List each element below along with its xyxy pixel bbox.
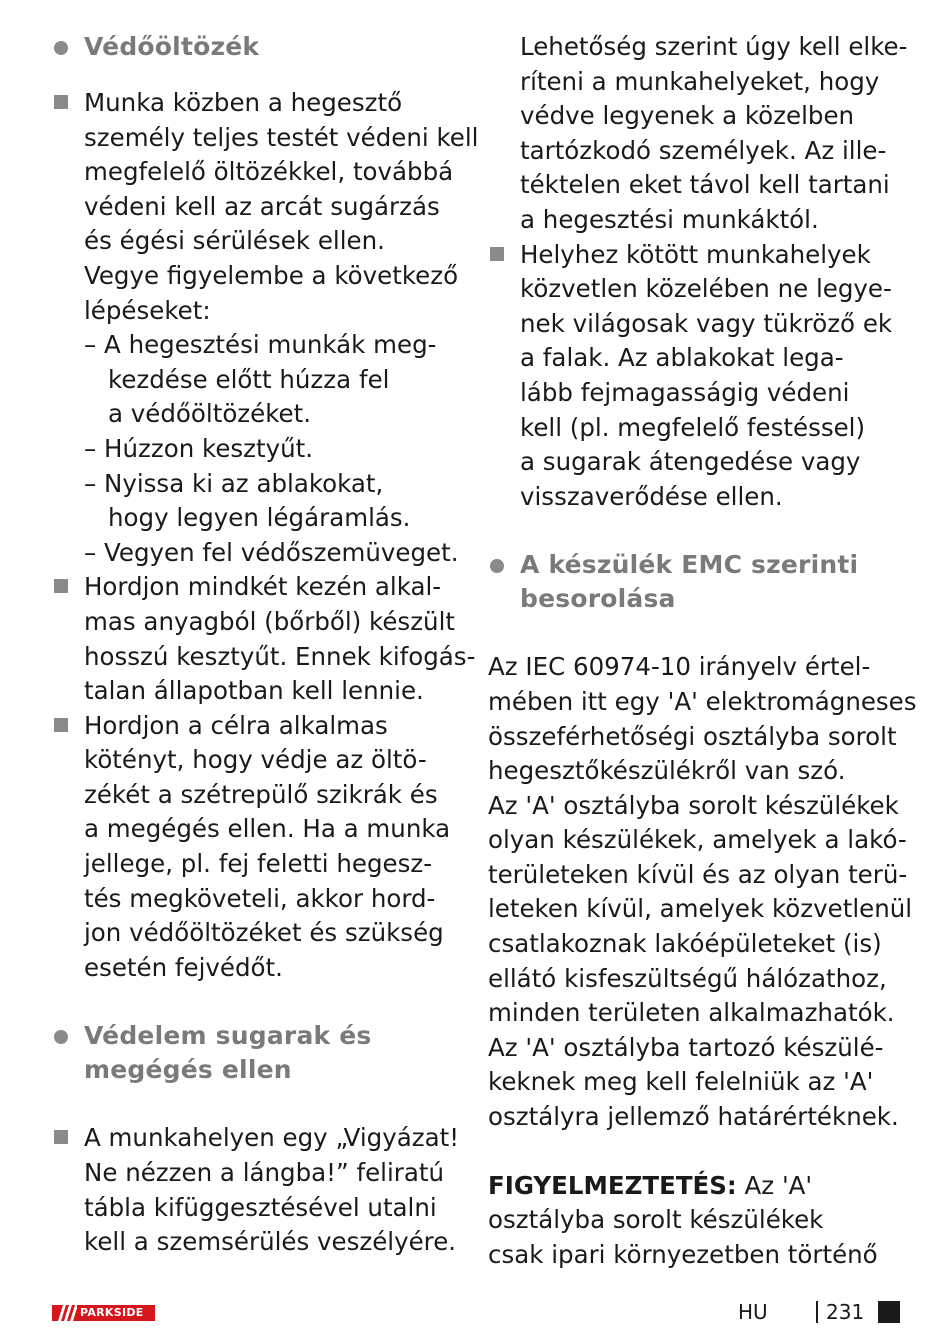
text-line: mas anyagból (bőrből) készült bbox=[84, 606, 455, 636]
bullet-square-icon bbox=[54, 95, 68, 109]
text-line: összeférhetőségi osztályba sorolt bbox=[488, 721, 897, 751]
text-line: esetén fejvédőt. bbox=[84, 952, 283, 982]
text-line: védve legyenek a közelben bbox=[520, 101, 855, 131]
text-line: téktelen eket távol kell tartani bbox=[520, 170, 890, 200]
text-line: lább fejmagasságig védeni bbox=[520, 377, 850, 407]
section-heading-radiation-protection bbox=[52, 1019, 472, 1087]
text-line: területeken kívül és az olyan terü- bbox=[488, 859, 908, 889]
heading-text: Védőöltözék bbox=[84, 32, 260, 61]
step-line: kezdése előtt húzza fel bbox=[108, 364, 390, 394]
heading-text: A készülék EMC szerinti bbox=[520, 550, 859, 580]
text-line: a falak. Az ablakokat lega- bbox=[520, 343, 844, 373]
page-marker-square bbox=[878, 1301, 900, 1323]
text-line: visszaverődése ellen. bbox=[520, 481, 783, 511]
warning-paragraph bbox=[488, 1169, 908, 1273]
text-line: osztályra jellemző határértéknek. bbox=[488, 1102, 899, 1132]
text-line: kell a szemsérülés veszélyére. bbox=[84, 1227, 457, 1257]
text-line: A munkahelyen egy „Vigyázat! bbox=[84, 1123, 460, 1153]
right-column bbox=[488, 30, 917, 1272]
heading-text: besorolása bbox=[520, 584, 676, 614]
brand-name: PARKSIDE bbox=[80, 1306, 144, 1319]
emc-paragraph bbox=[488, 650, 917, 1134]
text-line: védeni kell az arcát sugárzás bbox=[84, 191, 440, 221]
text-line: közvetlen közelében ne legye- bbox=[520, 274, 892, 304]
text-line: olyan készülékek, amelyek a lakó- bbox=[488, 825, 907, 855]
step-line: – Vegyen fel védőszemüveget. bbox=[84, 537, 459, 567]
text-line: Hordjon a célra alkalmas bbox=[84, 710, 388, 740]
text-line: jon védőöltözéket és szükség bbox=[84, 918, 444, 948]
list-item-body-protection bbox=[52, 86, 479, 328]
text-line: Vegye figyelembe a következő bbox=[84, 260, 459, 290]
bullet-square-icon bbox=[54, 718, 68, 732]
bullet-dot-icon bbox=[54, 41, 68, 55]
text-line: kell (pl. megfelelő festéssel) bbox=[520, 412, 866, 442]
section-heading-emc-classification bbox=[488, 548, 908, 616]
list-item-stationary-workplace bbox=[488, 238, 908, 515]
text-line: kötényt, hogy védje az öltö- bbox=[84, 745, 427, 775]
text-line: Lehetőség szerint úgy kell elke- bbox=[520, 32, 908, 61]
text-line: talan állapotban kell lennie. bbox=[84, 676, 424, 706]
step-line: – Nyissa ki az ablakokat, bbox=[84, 468, 384, 498]
text-line: Ne nézzen a lángba!” feliratú bbox=[84, 1158, 444, 1188]
text-line: Munka közben a hegesztő bbox=[84, 88, 403, 117]
footer-divider bbox=[816, 1301, 818, 1323]
text-line: Az IEC 60974-10 irányelv értel- bbox=[488, 652, 871, 682]
bullet-square-icon bbox=[490, 247, 504, 261]
text-line: a sugarak átengedése vagy bbox=[520, 447, 861, 477]
text-line: csatlakoznak lakóépületeket (is) bbox=[488, 929, 882, 959]
text-line: Az 'A' osztályba tartozó készülé- bbox=[488, 1032, 884, 1062]
text-line: Hordjon mindkét kezén alkal- bbox=[84, 572, 442, 602]
page-footer bbox=[0, 1298, 950, 1328]
text-line: leteken kívül, amelyek közvetlenül bbox=[488, 894, 913, 924]
logo-stripes-icon bbox=[55, 1305, 77, 1321]
parkside-logo bbox=[52, 1305, 155, 1321]
text-line: osztályba sorolt készülékek bbox=[488, 1205, 824, 1235]
text-line: ríteni a munkahelyeket, hogy bbox=[520, 66, 880, 96]
text-line: hosszú kesztyűt. Ennek kifogás- bbox=[84, 641, 476, 671]
text-line: hegesztőkészülékről van szó. bbox=[488, 756, 846, 786]
step-line: hogy legyen légáramlás. bbox=[108, 503, 411, 533]
text-line: tábla kifüggesztésével utalni bbox=[84, 1192, 437, 1222]
text-line: Helyhez kötött munkahelyek bbox=[520, 239, 871, 269]
text-line: csak ipari környezetben történő bbox=[488, 1239, 878, 1269]
list-item-warning-sign bbox=[52, 1121, 472, 1259]
text-line: Az 'A' bbox=[744, 1170, 813, 1200]
text-line: jellege, pl. fej feletti hegesz- bbox=[84, 849, 433, 879]
text-line: Az 'A' osztályba sorolt készülékek bbox=[488, 790, 899, 820]
text-line: tés megköveteli, akkor hord- bbox=[84, 883, 436, 913]
text-line: tartózkodó személyek. Az ille- bbox=[520, 135, 887, 165]
text-line: a hegesztési munkáktól. bbox=[520, 204, 819, 234]
heading-text: Védelem sugarak és bbox=[84, 1021, 372, 1051]
text-line: zékét a szétrepülő szikrák és bbox=[84, 779, 438, 809]
bullet-square-icon bbox=[54, 579, 68, 593]
step-line: – A hegesztési munkák meg- bbox=[84, 330, 437, 360]
heading-text: megégés ellen bbox=[84, 1055, 292, 1085]
text-line: nek világosak vagy tükröző ek bbox=[520, 308, 893, 338]
bullet-square-icon bbox=[54, 1130, 68, 1144]
section-heading-protective-clothing bbox=[52, 30, 472, 64]
continued-item-text bbox=[488, 30, 908, 238]
left-column bbox=[52, 30, 479, 1260]
text-line: és égési sérülések ellen. bbox=[84, 226, 385, 256]
text-line: minden területen alkalmazhatók. bbox=[488, 998, 895, 1028]
step-line: – Húzzon kesztyűt. bbox=[84, 433, 314, 463]
language-code: HU bbox=[738, 1300, 768, 1324]
warning-label: FIGYELMEZTETÉS: bbox=[488, 1170, 737, 1200]
text-line: megfelelő öltözékkel, továbbá bbox=[84, 157, 454, 187]
list-item-gloves bbox=[52, 570, 476, 708]
text-line: mében itt egy 'A' elektromágneses bbox=[488, 686, 917, 716]
step-list bbox=[52, 328, 472, 570]
text-line: a megégés ellen. Ha a munka bbox=[84, 814, 451, 844]
text-line: lépéseket: bbox=[84, 295, 211, 325]
page-number: 231 bbox=[826, 1300, 865, 1324]
list-item-apron bbox=[52, 709, 472, 986]
bullet-dot-icon bbox=[54, 1030, 68, 1044]
step-line: a védőöltözéket. bbox=[108, 399, 312, 429]
text-line: személy teljes testét védeni kell bbox=[84, 122, 479, 152]
text-line: ellátó kisfeszültségű hálózathoz, bbox=[488, 963, 887, 993]
text-line: keknek meg kell felelniük az 'A' bbox=[488, 1067, 874, 1097]
bullet-dot-icon bbox=[490, 559, 504, 573]
